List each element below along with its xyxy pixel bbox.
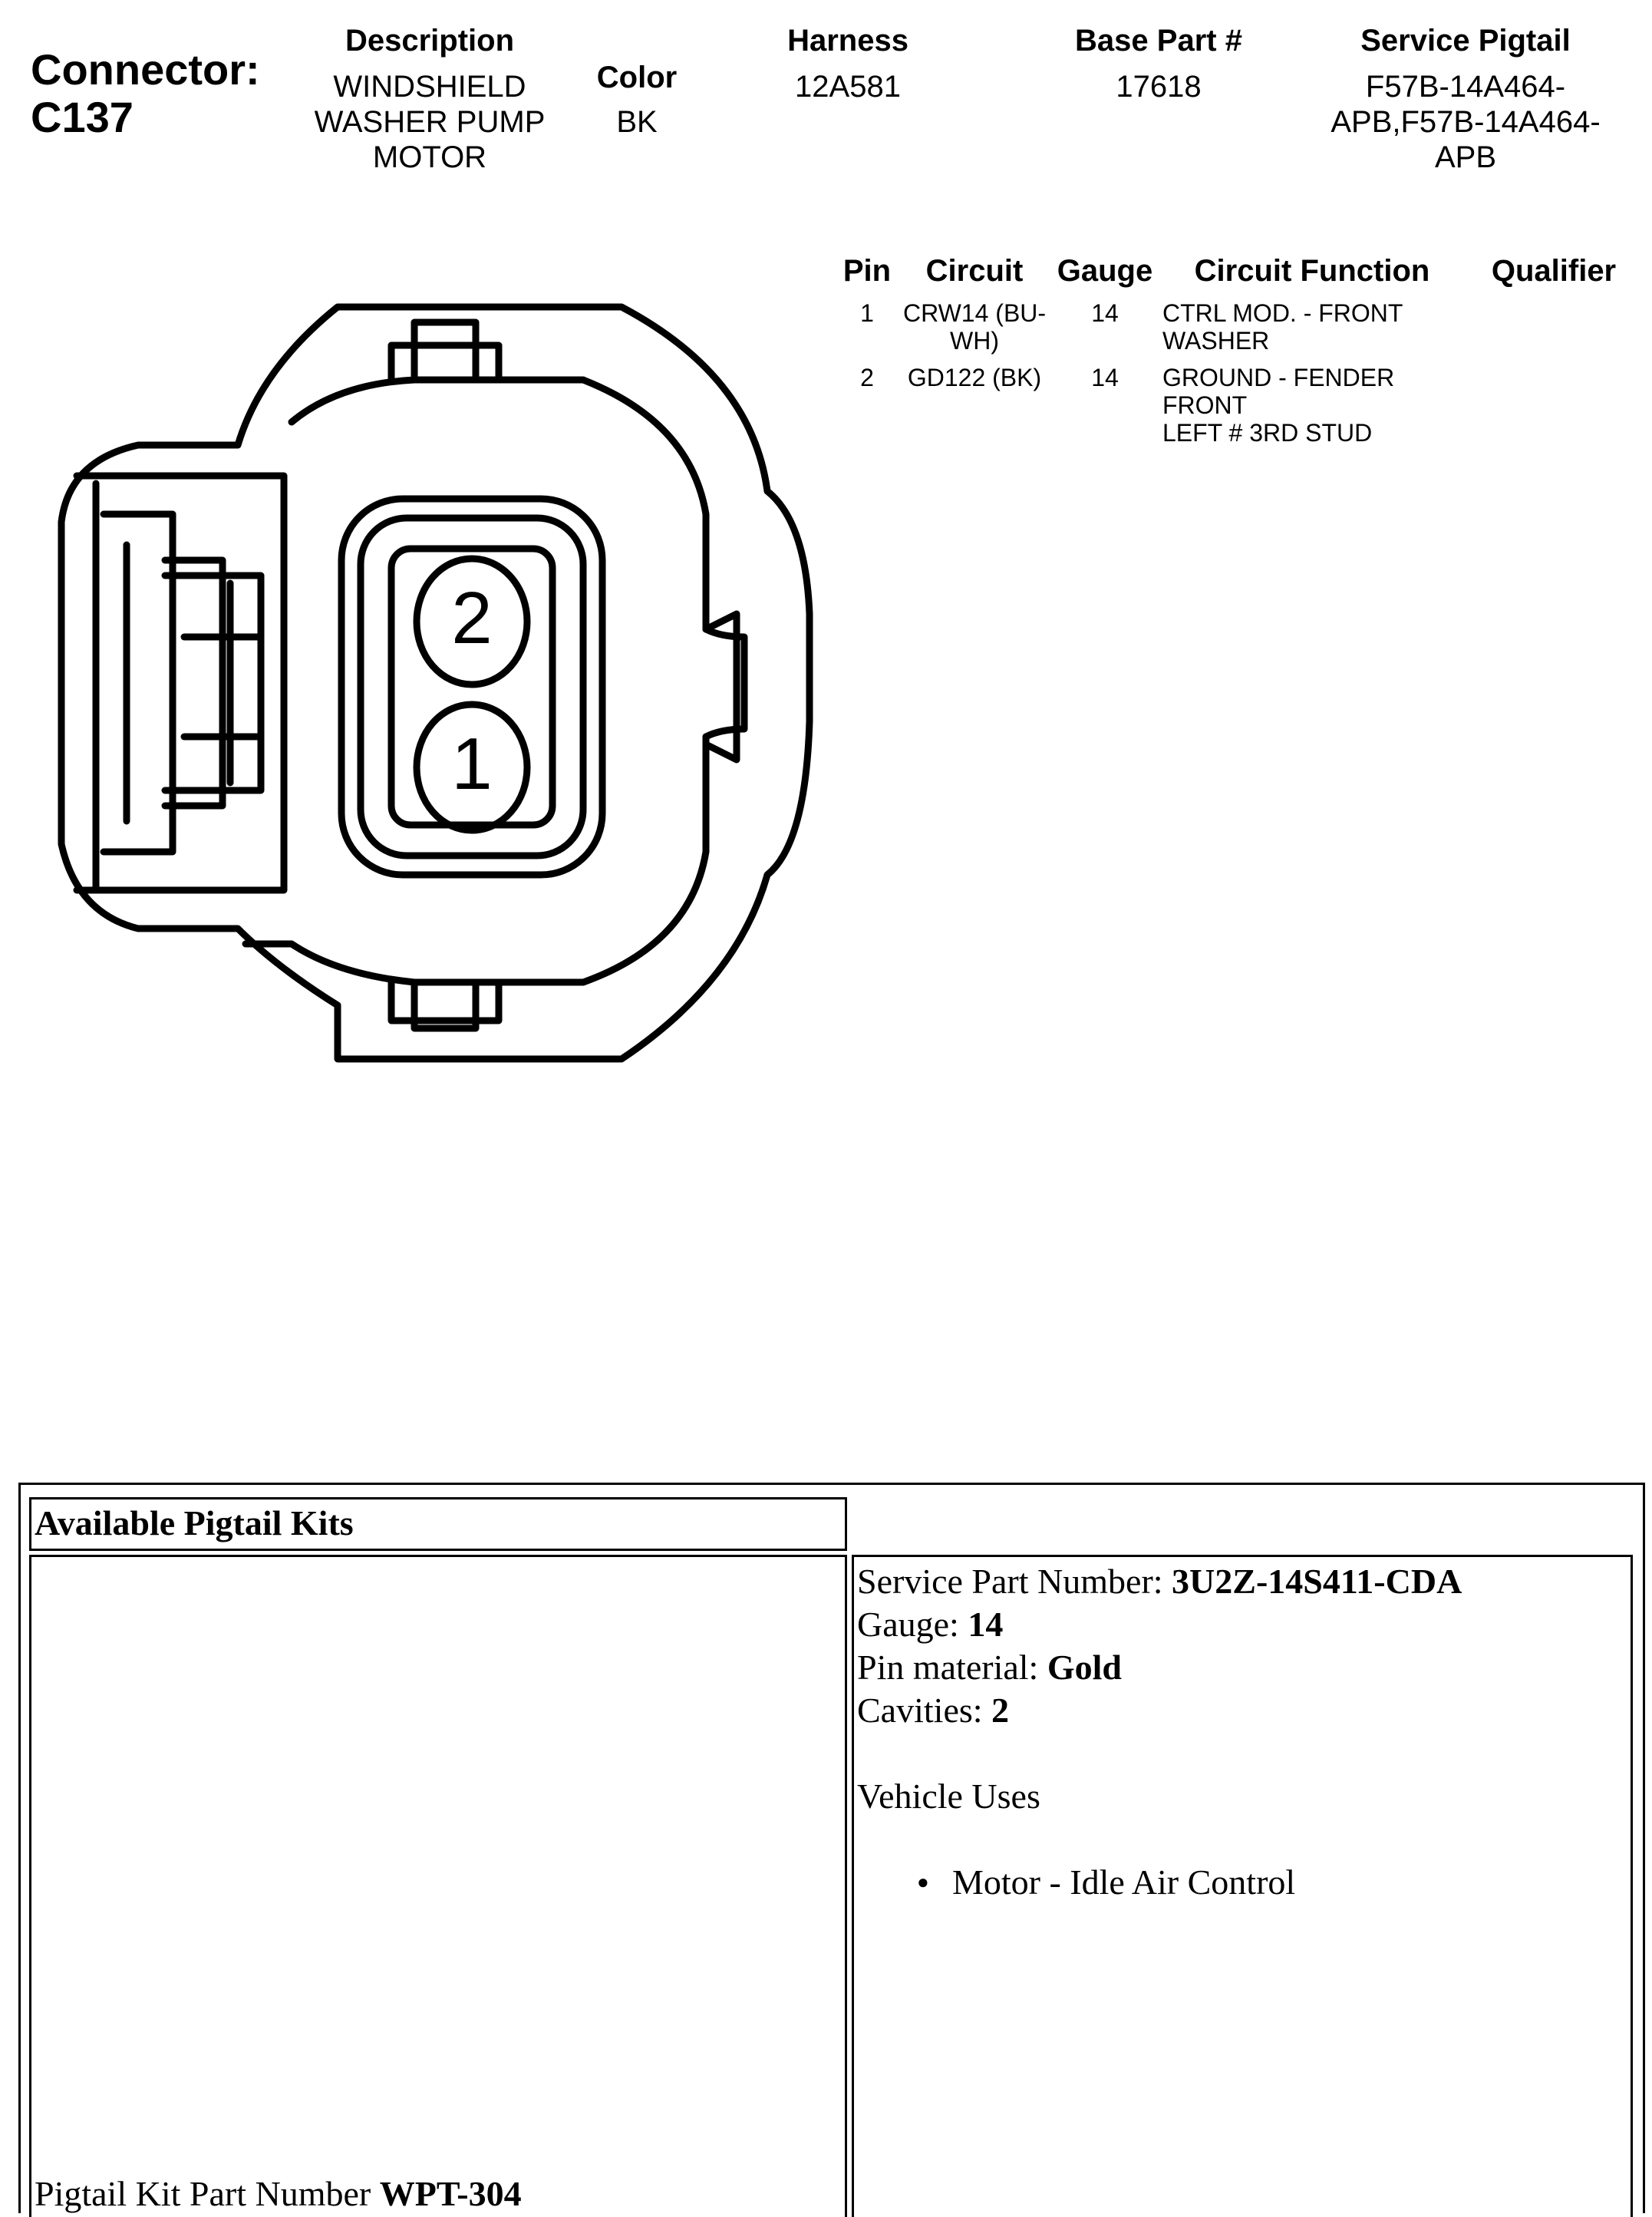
description-line: MOTOR [372,140,487,174]
harness-value: 12A581 [795,70,901,104]
service-part-number-value: 3U2Z-14S411-CDA [1172,1562,1462,1601]
color-label: Color [596,61,678,94]
pigtail-section-title: Available Pigtail Kits [35,1503,354,1542]
bottom-post [391,982,499,1021]
gauge-line [857,1603,1631,1646]
harness-column [737,23,959,104]
latch-frame [77,476,284,890]
description-value [292,69,568,175]
gauge-label: Gauge: [857,1605,959,1644]
pigtail-details-cell [852,1555,1633,2217]
circuit-header: Circuit [925,254,1024,288]
service-pigtail-line: F57B-14A464- [1365,70,1566,104]
pin-1-label: 1 [451,723,493,805]
latch-rib [165,576,261,790]
qualifier-header: Qualifier [1491,254,1617,288]
color-value: BK [616,105,658,139]
pin-function-line: LEFT # 3RD STUD [1162,419,1373,447]
pin-gauge: 14 [1091,364,1119,391]
pin-material-line [857,1646,1631,1689]
vehicle-use-item: ● Motor - Idle Air Control [857,1861,1631,1904]
pigtail-kit-part-number [35,2172,522,2215]
pin-circuit [898,299,1051,355]
pin-material-value: Gold [1047,1648,1122,1687]
pin-function-line: GROUND - FENDER FRONT [1162,364,1395,419]
service-pigtail-line: APB,F57B-14A464- [1331,105,1601,139]
pin-number: 2 [860,364,874,391]
base-part-value: 17618 [1116,70,1202,104]
service-pigtail-value [1304,69,1627,175]
pin-gauge: 14 [1091,299,1119,327]
pin-function-line: WASHER [1162,327,1270,355]
pigtail-kit-cell [29,1555,847,2217]
service-pigtail-column [1304,23,1627,175]
vehicle-uses-label: Vehicle Uses [857,1777,1040,1816]
service-pigtail-label: Service Pigtail [1360,24,1571,58]
connector-id: C137 [31,93,134,141]
pin-circuit [898,364,1051,391]
pigtail-section-header [29,1497,847,1551]
cavities-value: 2 [991,1691,1010,1730]
pin-circuit-line: WH) [950,327,999,355]
connector-title-label: Connector: [31,45,260,94]
description-label: Description [345,24,515,58]
pigtail-details [854,1557,1631,1904]
pin-circuit-line: GD122 (BK) [907,364,1042,391]
pigtail-kit-label: Pigtail Kit Part Number [35,2174,371,2213]
pin-function-line: CTRL MOD. - FRONT [1162,299,1403,327]
gauge-header: Gauge [1057,254,1153,288]
cavities-label: Cavities: [857,1691,983,1730]
pigtail-kit-number: WPT-304 [379,2174,522,2213]
pin-material-label: Pin material: [857,1648,1039,1687]
base-part-label: Base Part # [1075,24,1242,58]
pin-circuit-line: CRW14 (BU- [902,299,1047,327]
harness-label: Harness [787,24,908,58]
vehicle-uses-list [857,1861,1631,1904]
base-part-column [1044,23,1274,104]
pin-2-label: 2 [451,577,493,659]
pin-circuit-function [1162,299,1485,355]
pin-circuit-function [1162,364,1485,447]
top-post-slot [414,322,476,376]
service-part-number-label: Service Part Number: [857,1562,1163,1601]
description-line: WINDSHIELD [333,70,526,104]
top-post [391,345,499,380]
connector-title [31,46,292,141]
pin-number: 1 [860,299,874,327]
gauge-value: 14 [968,1605,1004,1644]
circuit-function-header: Circuit Function [1194,254,1430,288]
description-column [292,23,568,175]
color-column [568,60,706,140]
service-part-number-line [857,1560,1631,1603]
cavities-line [857,1689,1631,1732]
service-pigtail-line: APB [1434,140,1497,174]
description-line: WASHER PUMP [314,105,546,139]
pin-header: Pin [842,254,892,288]
connector-diagram [31,292,821,1105]
latch-inner [104,514,173,852]
